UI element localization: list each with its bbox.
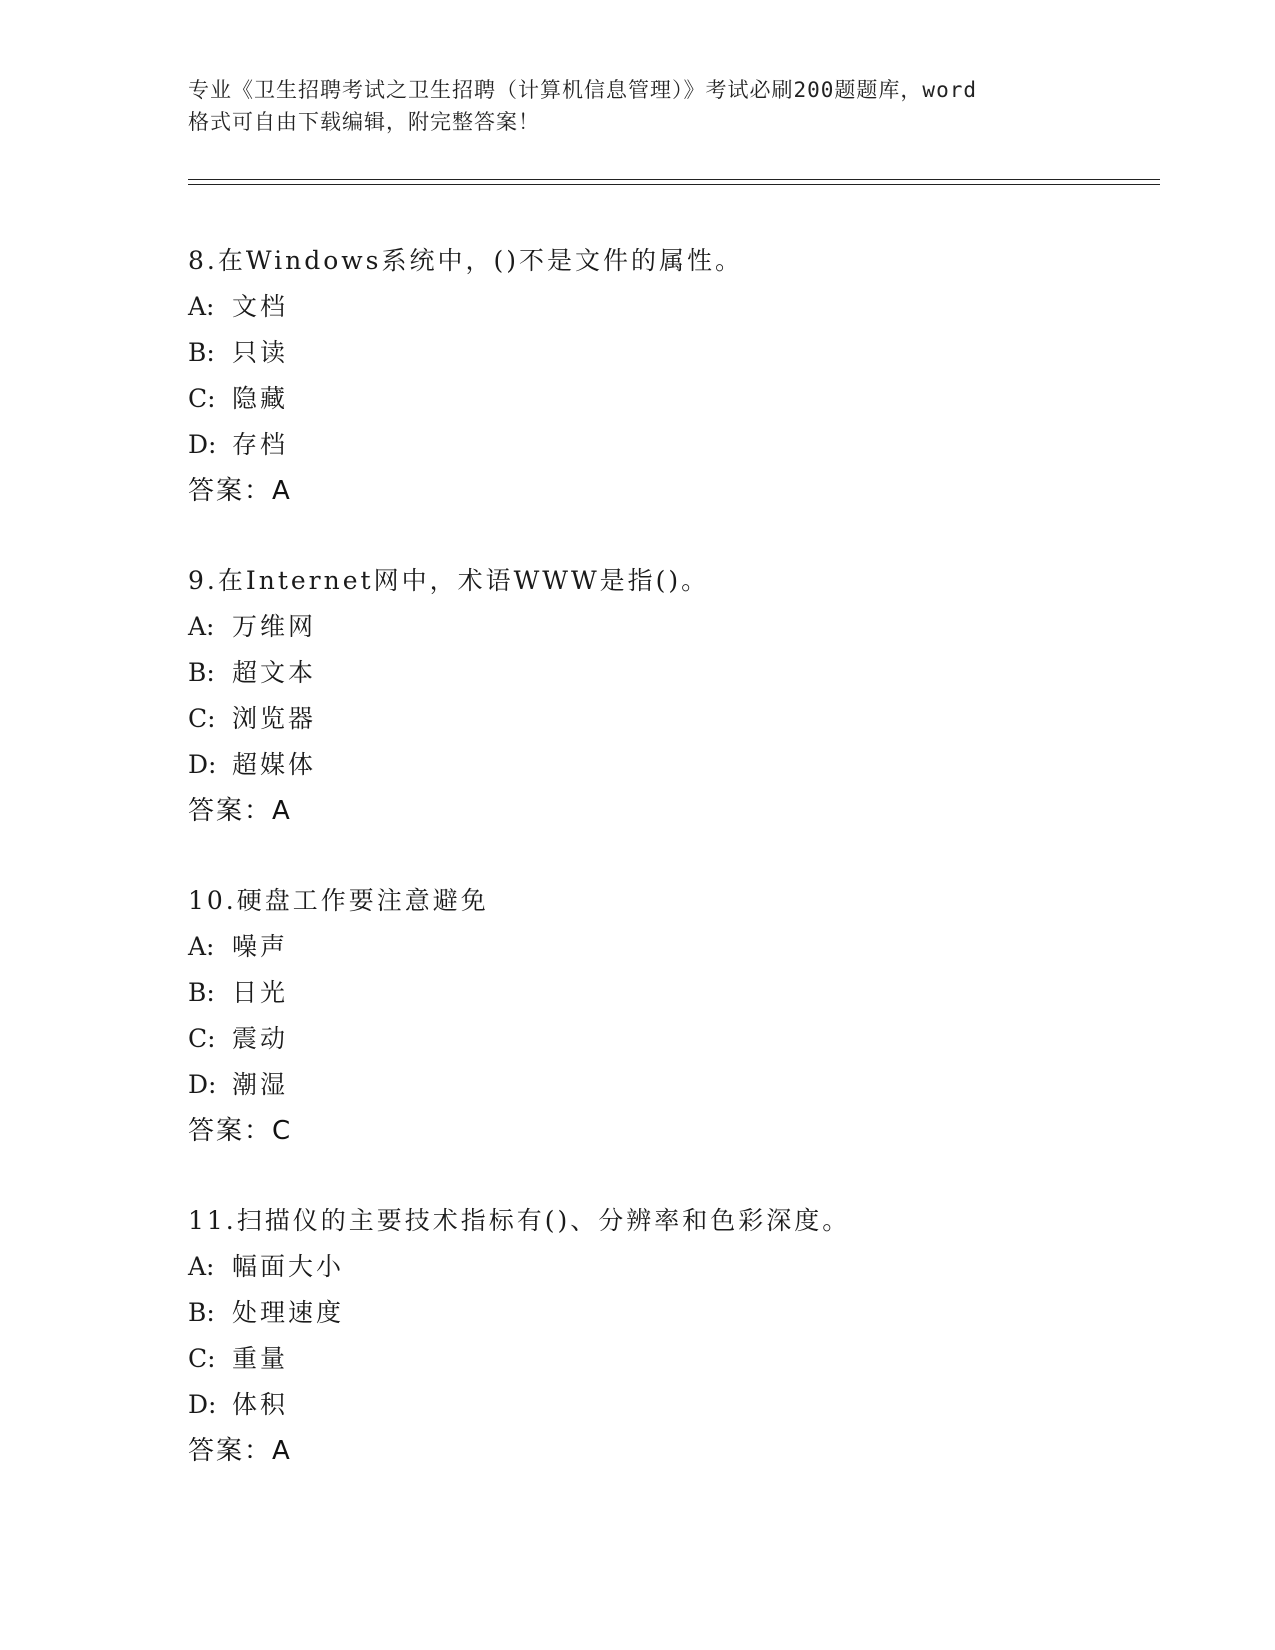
question-item [188,238,1148,558]
option-label: C: [188,704,216,733]
option-d [188,1062,1148,1108]
option-text: 文档 [232,292,289,321]
answer-line: 答案：A [188,476,292,506]
option-c [188,696,1148,742]
option-label: A: [188,932,215,961]
option-text: 只读 [232,338,289,367]
option-text: 隐藏 [232,384,289,413]
option-text: 万维网 [232,612,317,641]
option-d [188,1382,1148,1428]
header-divider-top [188,179,1160,180]
option-text: 存档 [232,430,289,459]
option-b [188,330,1148,376]
option-label: D: [188,1390,217,1419]
question-title: 11.扫描仪的主要技术指标有()、分辨率和色彩深度。 [188,1206,851,1235]
question-item [188,558,1148,878]
option-label: A: [188,1252,215,1281]
option-label: D: [188,1070,217,1099]
option-text: 超媒体 [232,750,317,779]
document-header [188,74,1088,138]
option-label: C: [188,1344,216,1373]
option-label: C: [188,384,216,413]
option-text: 噪声 [232,932,289,961]
option-label: C: [188,1024,216,1053]
answer-line: 答案：A [188,796,292,826]
answer-line: 答案：C [188,1116,293,1146]
option-label: D: [188,430,217,459]
question-title: 9.在Internet网中，术语WWW是指()。 [188,566,710,595]
option-a [188,1244,1148,1290]
option-a [188,284,1148,330]
question-item [188,1198,1148,1518]
option-label: B: [188,978,215,1007]
option-text: 潮湿 [232,1070,289,1099]
question-item [188,878,1148,1198]
option-text: 体积 [232,1390,289,1419]
option-label: D: [188,750,217,779]
answer-line: 答案：A [188,1436,292,1466]
header-line-1: 专业《卫生招聘考试之卫生招聘（计算机信息管理）》考试必刷200题题库，word [188,78,977,102]
option-label: A: [188,292,215,321]
option-label: B: [188,338,215,367]
question-title: 8.在Windows系统中，()不是文件的属性。 [188,246,743,275]
option-text: 超文本 [232,658,317,687]
question-title: 10.硬盘工作要注意避免 [188,886,489,915]
option-b [188,1290,1148,1336]
option-d [188,422,1148,468]
option-label: A: [188,612,215,641]
option-text: 幅面大小 [232,1252,345,1281]
question-list [188,238,1148,1518]
option-text: 重量 [232,1344,289,1373]
header-line-2: 格式可自由下载编辑，附完整答案！ [188,110,540,134]
option-c [188,1016,1148,1062]
option-text: 日光 [232,978,289,1007]
option-label: B: [188,1298,215,1327]
option-a [188,924,1148,970]
option-b [188,970,1148,1016]
option-b [188,650,1148,696]
option-text: 处理速度 [232,1298,345,1327]
option-text: 震动 [232,1024,289,1053]
header-divider-bottom [188,184,1160,185]
option-text: 浏览器 [232,704,317,733]
option-label: B: [188,658,215,687]
option-c [188,1336,1148,1382]
option-d [188,742,1148,788]
option-c [188,376,1148,422]
option-a [188,604,1148,650]
